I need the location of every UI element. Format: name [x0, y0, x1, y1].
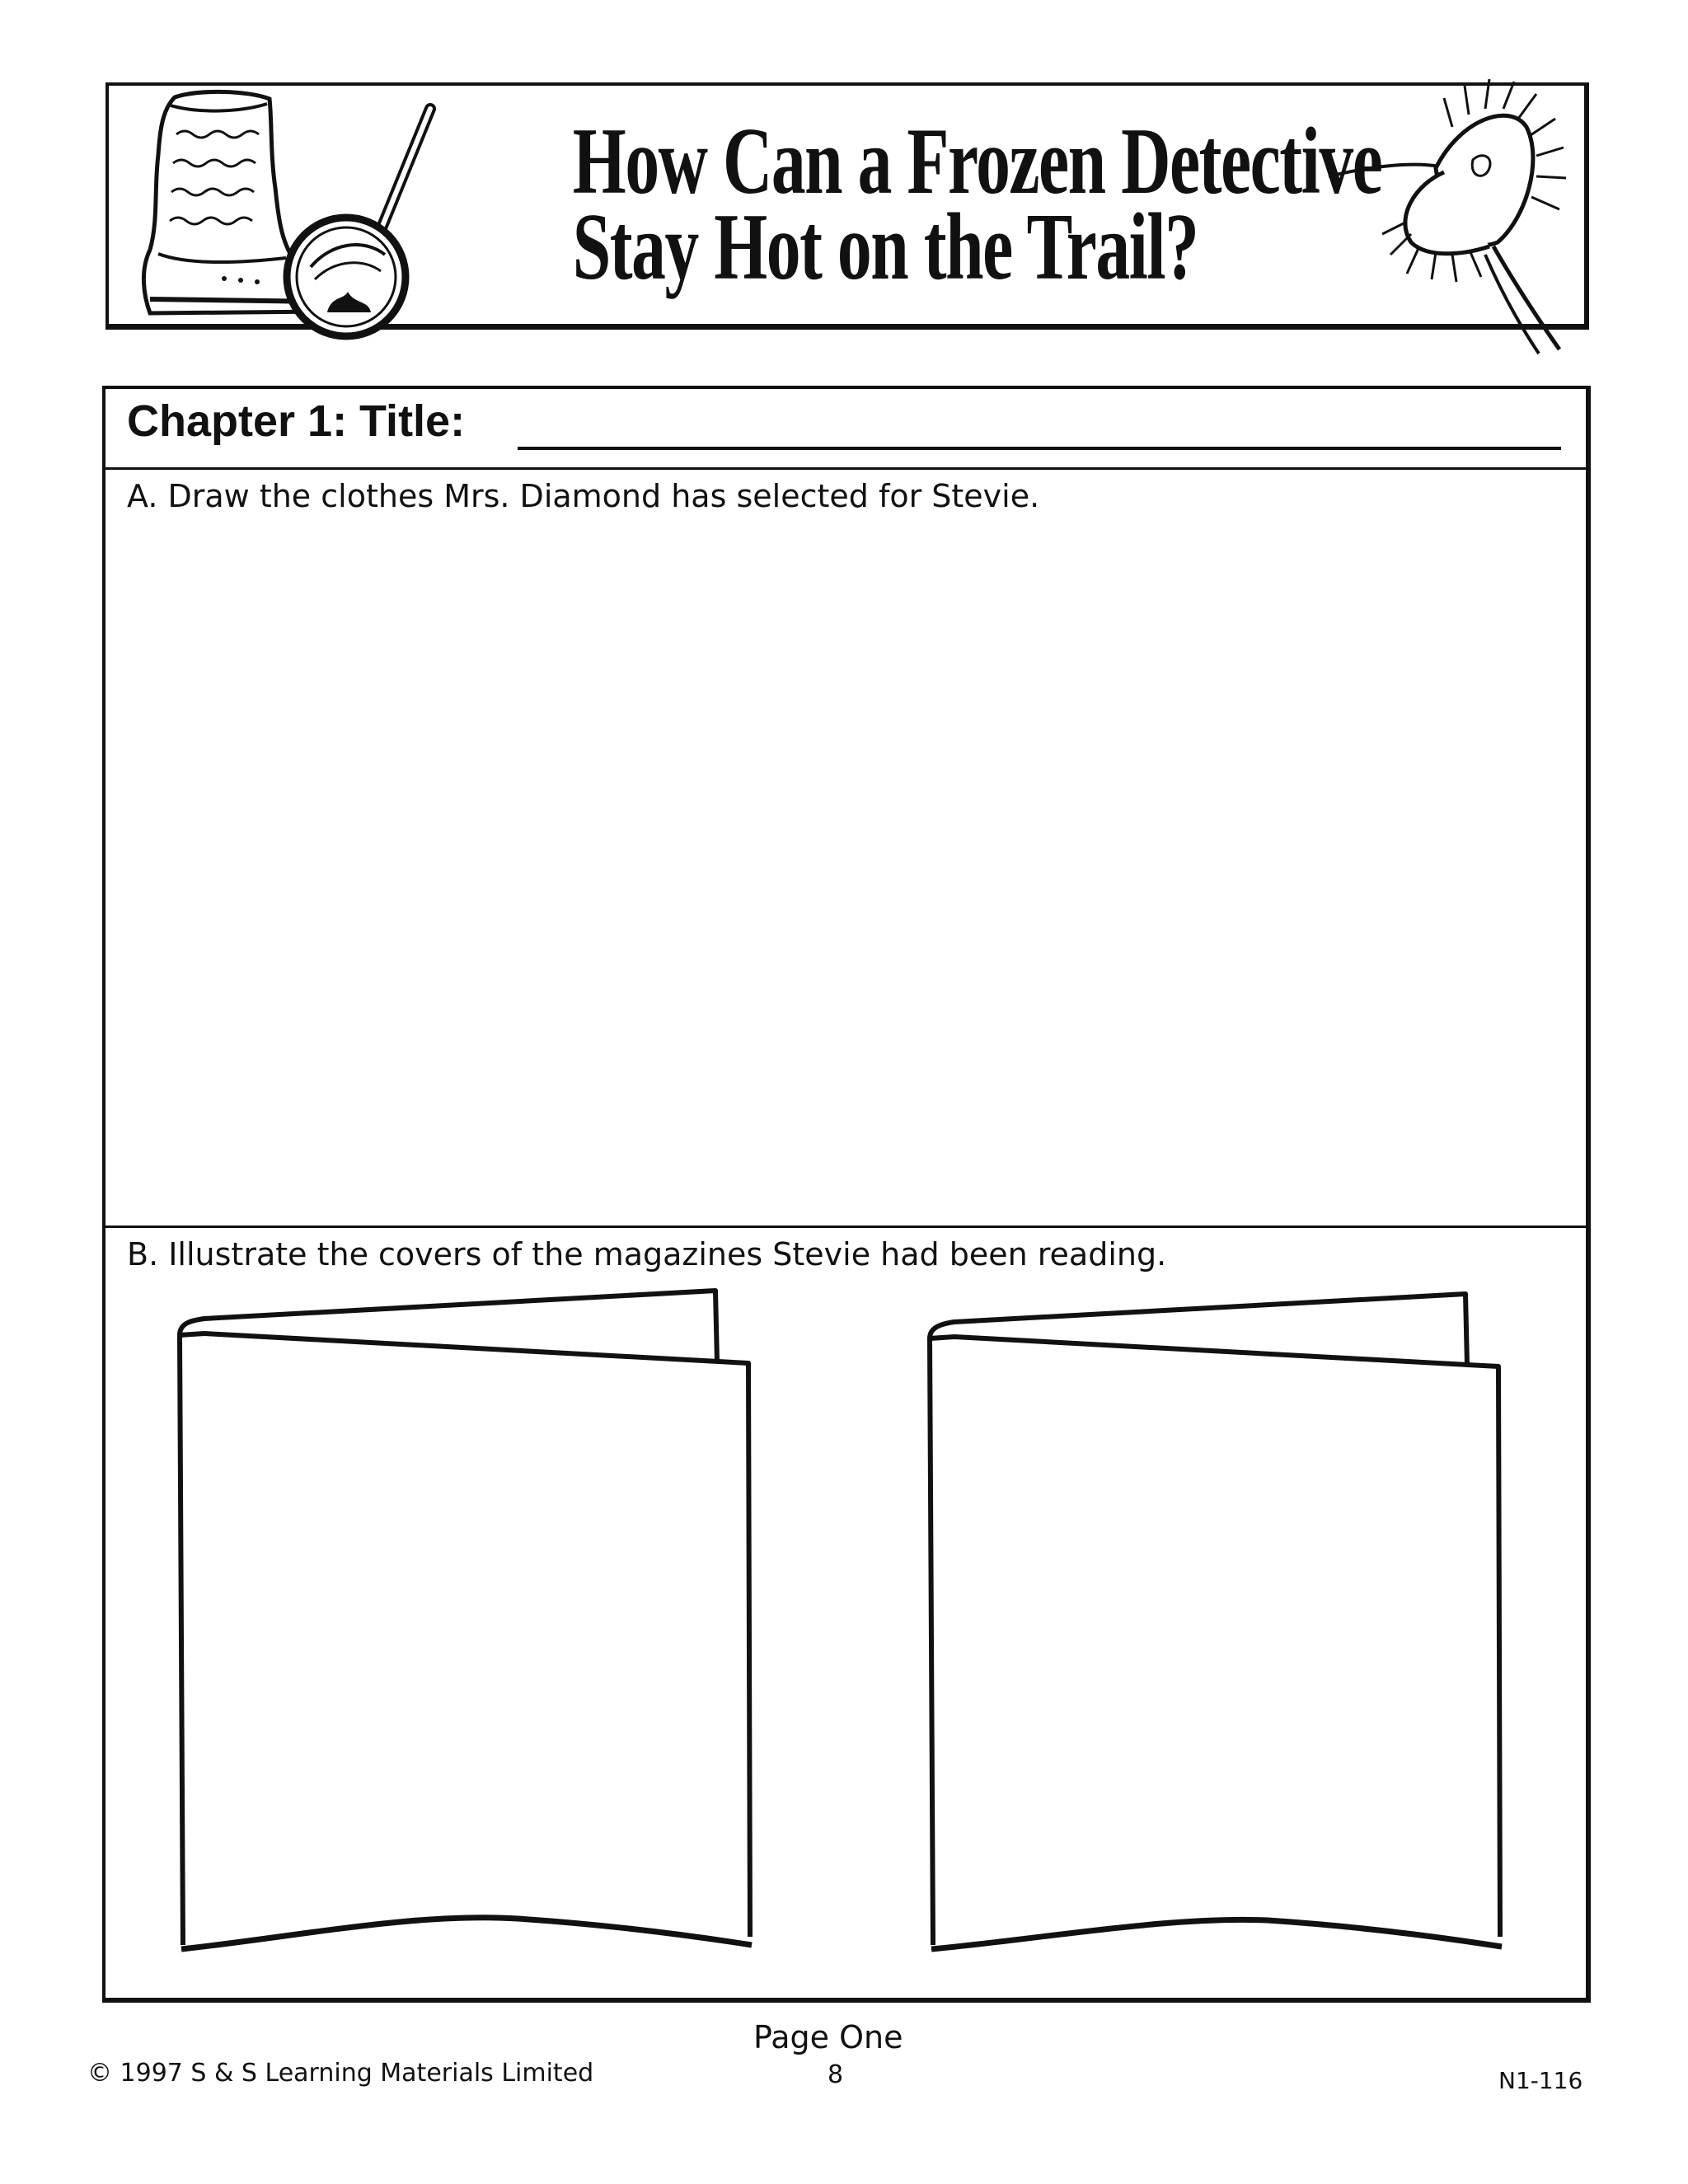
magazine-cover-left[interactable]	[171, 1286, 765, 1970]
section-b-prompt: B. Illustrate the covers of the magazines Stevie had been reading.	[127, 1236, 1167, 1272]
magnifying-glass-icon	[265, 102, 455, 341]
copyright-notice: © 1997 S & S Learning Materials Limited	[87, 2059, 594, 2088]
worksheet-title	[572, 109, 1382, 300]
title-line-1: How Can a Frozen Detective	[572, 109, 1382, 214]
title-line-2: Stay Hot on the Trail?	[572, 194, 1198, 300]
section-a-drawing-area[interactable]	[106, 470, 1586, 1228]
venus-flytrap-illustration	[1320, 69, 1592, 366]
section-b-drawing-area	[106, 1228, 1586, 1998]
title-banner	[106, 82, 1589, 330]
chapter-title-label: Chapter 1: Title:	[127, 396, 466, 446]
worksheet-box	[102, 386, 1591, 2003]
section-a-prompt: A. Draw the clothes Mrs. Diamond has selected for Stevie.	[127, 478, 1040, 514]
page-number: 8	[828, 2060, 844, 2089]
chapter-title-row	[106, 389, 1586, 470]
chapter-title-answer-line[interactable]	[518, 447, 1561, 450]
magazine-cover-right[interactable]	[921, 1286, 1515, 1970]
product-code: N1-116	[1498, 2067, 1583, 2094]
page-label: Page One	[753, 2019, 903, 2055]
